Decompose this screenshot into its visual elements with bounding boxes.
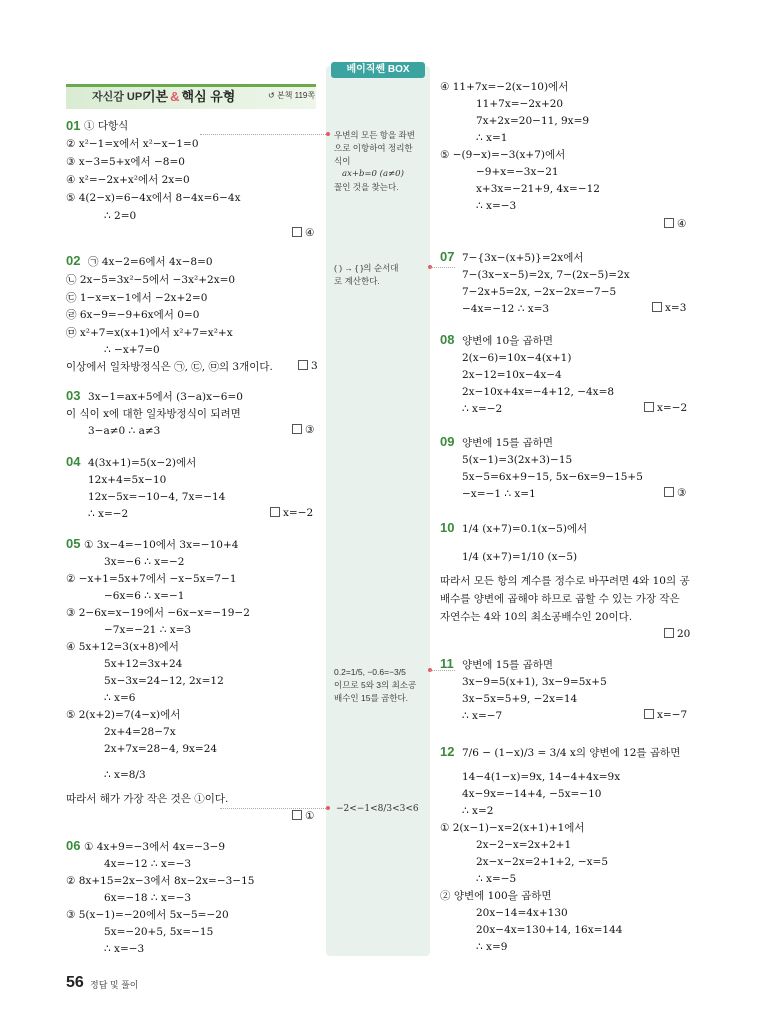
p05-line: 2x+7x=28−4, 9x=24	[104, 743, 218, 755]
p01-line: ⑤ 4(2−x)=6−4x에서 8−4x=6−4x	[66, 192, 241, 204]
p02-line: ㉣ 6x−9=−9+6x에서 0=0	[66, 309, 200, 321]
p12-line: ∴ x=2	[462, 805, 494, 817]
p11-line: ∴ x=−7	[462, 710, 503, 722]
p04-line: 12x−5x=−10−4, 7x=−14	[88, 491, 226, 503]
p02-line: 이상에서 일차방정식은 ㉠, ㉢, ㉤의 3개이다.	[66, 361, 273, 373]
p12-line: 20x−4x=130+14, 16x=144	[476, 924, 623, 936]
p05-line: ② −x+1=5x+7에서 −x−5x=7−1	[66, 573, 237, 585]
header-title: 기본 & 핵심 유형	[143, 89, 236, 104]
note-2-leader	[430, 267, 455, 268]
answer-05-prev: ④	[664, 218, 686, 230]
p12-line: ∴ x=9	[476, 941, 508, 953]
p04-line: ∴ x=−2	[88, 508, 129, 520]
problem-05-number: 05	[66, 536, 81, 551]
p10-line: 배수를 양변에 곱해야 하므로 곱할 수 있는 가장 작은	[440, 593, 680, 605]
p11-line: 3x−5x=5+9, −2x=14	[462, 693, 578, 705]
answer-01: ④	[292, 227, 314, 239]
r-top-line: 11+7x=−2x+20	[476, 98, 564, 110]
p08-line: 2(x−6)=10x−4(x+1)	[462, 352, 572, 364]
p01-line: ∴ 2=0	[104, 210, 137, 222]
p03-line: 3−a≠0 ∴ a≠3	[88, 425, 161, 437]
problem-06-number: 06	[66, 838, 81, 853]
p12-line: ② 양변에 100을 곱하면	[440, 890, 552, 902]
answer-11: x=−7	[644, 709, 687, 721]
p12-line: 20x−14=4x+130	[476, 907, 568, 919]
p05-line: ⑤ 2(x+2)=7(4−x)에서	[66, 709, 181, 721]
p10-line: 자연수는 4와 10의 최소공배수인 20이다.	[440, 611, 633, 623]
p08-line: ∴ x=−2	[462, 403, 503, 415]
p09-line: 5(x−1)=3(2x+3)−15	[462, 454, 573, 466]
problem-10-number: 10	[440, 520, 455, 535]
problem-01-number: 01	[66, 118, 81, 133]
p09-line: 5x−5=6x+9−15, 5x−6x=9−15+5	[462, 471, 643, 483]
p01-line: ④ x²=−2x+x²에서 2x=0	[66, 174, 190, 186]
problem-08-number: 08	[440, 332, 455, 347]
header-brand: 자신감 UP!	[92, 91, 146, 103]
p07-line: 7−2x+5=2x, −2x−2x=−7−5	[462, 286, 617, 298]
p05-line: 5x−3x=24−12, 2x=12	[104, 675, 224, 687]
p12-line: 2x−2−x=2x+2+1	[476, 839, 572, 851]
r-top-line: ④ 11+7x=−2(x−10)에서	[440, 81, 569, 93]
p05-line: ④ 5x+12=3(x+8)에서	[66, 641, 179, 653]
p01-line: ① 다항식	[84, 120, 129, 132]
problem-03-number: 03	[66, 388, 81, 403]
p03-line: 3x−1=ax+5에서 (3−a)x−6=0	[88, 391, 243, 403]
answer-08: x=−2	[644, 402, 687, 414]
p08-line: 2x−12=10x−4x−4	[462, 369, 562, 381]
p02-line: ㉠ 4x−2=6에서 4x−8=0	[88, 256, 213, 268]
r-top-line: ∴ x=−3	[476, 200, 517, 212]
p05-line: ∴ x=6	[104, 692, 136, 704]
p05-line: −7x=−21 ∴ x=3	[104, 624, 192, 636]
problem-02-number: 02	[66, 253, 81, 268]
p06-line: 4x=−12 ∴ x=−3	[104, 858, 192, 870]
p06-line: ② 8x+15=2x−3에서 8x−2x=−3−15	[66, 875, 255, 887]
footer-label: 정답 및 풀이	[90, 980, 139, 990]
note-1-leader	[200, 134, 326, 135]
p06-line: 5x=−20+5, 5x=−15	[104, 926, 214, 938]
answer-05: ①	[292, 810, 314, 822]
p12-line: ① 2(x−1)−x=2(x+1)+1에서	[440, 822, 585, 834]
middle-column	[326, 66, 430, 956]
p10-line: 따라서 모든 항의 계수를 정수로 바꾸려면 4와 10의 공	[440, 575, 690, 587]
p09-line: 양변에 15를 곱하면	[462, 437, 554, 449]
note-3: 0.2=1/5, −0.6=−3/5 이므로 5와 3의 최소공 배수인 15를 곱한다.	[334, 667, 417, 703]
note-2: ( ) → { }의 순서대 로 계산한다.	[334, 263, 399, 286]
p04-line: 4(3x+1)=5(x−2)에서	[88, 457, 197, 469]
p10-line: 1/4 (x+7)=1/10 (x−5)	[462, 551, 578, 563]
p05-line: 5x+12=3x+24	[104, 658, 183, 670]
note-1: 우변의 모든 항을 좌변 으로 이항하여 정리한 식이 ax+b=0 (a≠0) 꼴인 것을 찾는다.	[334, 130, 415, 192]
p02-line: ㉤ x²+7=x(x+1)에서 x²+7=x²+x	[66, 327, 233, 339]
problem-04-number: 04	[66, 454, 81, 469]
r-top-line: −9+x=−3x−21	[476, 166, 559, 178]
p12-line: 4x−9x=−14+4, −5x=−10	[462, 788, 602, 800]
p04-line: 12x+4=5x−10	[88, 474, 167, 486]
p01-line: ② x²−1=x에서 x²−x−1=0	[66, 138, 199, 150]
p02-line: ㉡ 2x−5=3x²−5에서 −3x²+2x=0	[66, 274, 236, 286]
p12-line: ∴ x=−5	[476, 873, 517, 885]
p07-line: −4x=−12 ∴ x=3	[462, 303, 550, 315]
p06-line: ∴ x=−3	[104, 943, 145, 955]
answer-10: 20	[664, 628, 690, 640]
r-top-line: ∴ x=1	[476, 132, 508, 144]
p11-line: 3x−9=5(x+1), 3x−9=5x+5	[462, 676, 607, 688]
p08-line: 양변에 10을 곱하면	[462, 335, 554, 347]
p07-line: 7−(3x−x−5)=2x, 7−(2x−5)=2x	[462, 269, 630, 281]
p05-line: −6x=6 ∴ x=−1	[104, 590, 185, 602]
p01-line: ③ x−3=5+x에서 −8=0	[66, 156, 185, 168]
p10-line: 1/4 (x+7)=0.1(x−5)에서	[462, 523, 588, 535]
note-1-marker	[326, 132, 330, 136]
problem-09-number: 09	[440, 434, 455, 449]
middle-title: 베이직쎈 BOX	[331, 62, 425, 78]
note-4-leader	[220, 808, 326, 809]
p06-line: 6x=−18 ∴ x=−3	[104, 892, 192, 904]
p12-line: 7/6 − (1−x)/3 = 3/4 x의 양변에 12를 곱하면	[462, 747, 681, 759]
r-top-line: 7x+2x=20−11, 9x=9	[476, 115, 590, 127]
p06-line: ③ 5(x−1)=−20에서 5x−5=−20	[66, 909, 229, 921]
answer-02: 3	[298, 360, 318, 372]
answer-09: ③	[664, 487, 686, 499]
problem-11-number: 11	[440, 656, 454, 671]
answer-03: ③	[292, 424, 314, 436]
p05-line: 3x=−6 ∴ x=−2	[104, 556, 185, 568]
p12-line: 14−4(1−x)=9x, 14−4+4x=9x	[462, 771, 621, 783]
note-4: −2<−1<8/3<3<6	[336, 804, 419, 814]
p05-line: 2x+4=28−7x	[104, 726, 176, 738]
r-top-line: ⑤ −(9−x)=−3(x+7)에서	[440, 149, 566, 161]
page-number: 56	[66, 974, 84, 991]
problem-07-number: 07	[440, 249, 455, 264]
p11-line: 양변에 15를 곱하면	[462, 659, 554, 671]
note-4-marker	[326, 806, 330, 810]
r-top-line: x+3x=−21+9, 4x=−12	[476, 183, 600, 195]
p02-line: ∴ −x+7=0	[104, 344, 160, 356]
p05-line: ③ 2−6x=x−19에서 −6x−x=−19−2	[66, 607, 250, 619]
p02-line: ㉢ 1−x=x−1에서 −2x+2=0	[66, 292, 208, 304]
p12-line: 2x−x−2x=2+1+2, −x=5	[476, 856, 609, 868]
header-ref: ↺ 본책 119쪽	[268, 91, 316, 100]
p05-line: ① 3x−4=−10에서 3x=−10+4	[84, 539, 239, 551]
answer-07: x=3	[652, 302, 686, 314]
p08-line: 2x−10x+4x=−4+12, −4x=8	[462, 386, 615, 398]
p09-line: −x=−1 ∴ x=1	[462, 488, 536, 500]
answer-04: x=−2	[270, 507, 313, 519]
p05-line: ∴ x=8/3	[104, 769, 146, 781]
p07-line: 7−{3x−(x+5)}=2x에서	[462, 252, 584, 264]
p05-line: 따라서 해가 가장 작은 것은 ①이다.	[66, 793, 229, 805]
problem-12-number: 12	[440, 744, 455, 759]
p03-line: 이 식이 x에 대한 일차방정식이 되려면	[66, 408, 241, 420]
p06-line: ① 4x+9=−3에서 4x=−3−9	[84, 841, 226, 853]
